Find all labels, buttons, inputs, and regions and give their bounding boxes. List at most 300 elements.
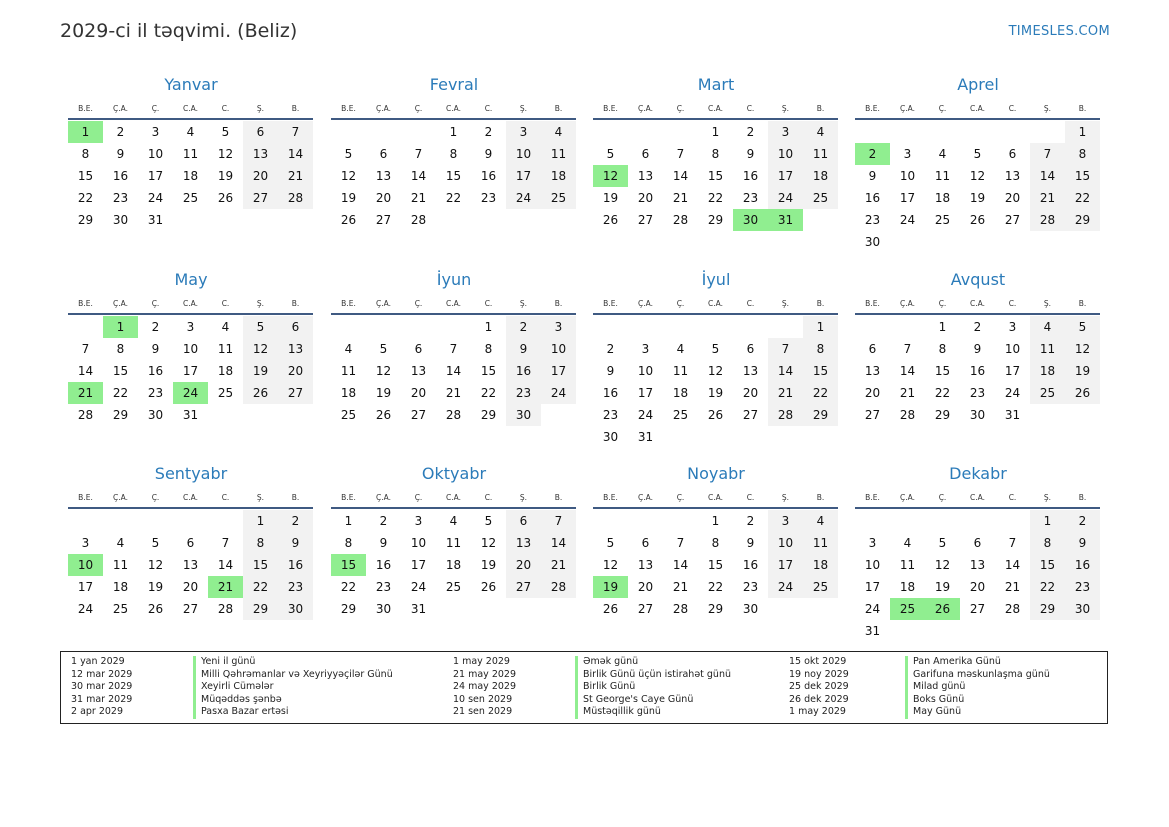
- day-cell[interactable]: 22: [445, 191, 462, 205]
- day-cell[interactable]: 6: [641, 147, 650, 161]
- day-cell[interactable]: 26: [375, 408, 392, 422]
- day-cell[interactable]: 18: [934, 191, 951, 205]
- day-cell[interactable]: 17: [1004, 364, 1021, 378]
- day-cell[interactable]: 19: [340, 191, 357, 205]
- day-cell[interactable]: 8: [803, 338, 838, 360]
- day-cell[interactable]: 21: [541, 554, 576, 576]
- day-cell[interactable]: 3: [414, 514, 423, 528]
- day-cell[interactable]: 26: [602, 602, 619, 616]
- day-cell[interactable]: 20: [637, 580, 654, 594]
- day-cell[interactable]: 14: [1030, 165, 1065, 187]
- day-cell[interactable]: 23: [112, 191, 129, 205]
- day-cell[interactable]: 1: [243, 510, 278, 532]
- day-cell[interactable]: 7: [1030, 143, 1065, 165]
- day-cell[interactable]: 7: [1008, 536, 1017, 550]
- day-cell[interactable]: 3: [151, 125, 160, 139]
- day-cell[interactable]: 7: [278, 121, 313, 143]
- day-cell[interactable]: 16: [864, 191, 881, 205]
- day-cell[interactable]: 24: [768, 576, 803, 598]
- day-cell[interactable]: 29: [112, 408, 129, 422]
- day-cell[interactable]: 14: [672, 558, 689, 572]
- day-cell[interactable]: 13: [864, 364, 881, 378]
- day-cell[interactable]: 21: [410, 191, 427, 205]
- day-cell[interactable]: 26: [340, 213, 357, 227]
- holiday-day-cell[interactable]: 2: [855, 143, 890, 165]
- day-cell[interactable]: 30: [1065, 598, 1100, 620]
- day-cell[interactable]: 26: [707, 408, 724, 422]
- day-cell[interactable]: 15: [480, 364, 497, 378]
- day-cell[interactable]: 24: [768, 187, 803, 209]
- day-cell[interactable]: 19: [969, 191, 986, 205]
- day-cell[interactable]: 26: [480, 580, 497, 594]
- day-cell[interactable]: 9: [278, 532, 313, 554]
- day-cell[interactable]: 30: [969, 408, 986, 422]
- day-cell[interactable]: 22: [480, 386, 497, 400]
- day-cell[interactable]: 4: [676, 342, 685, 356]
- day-cell[interactable]: 6: [1008, 147, 1017, 161]
- day-cell[interactable]: 30: [742, 602, 759, 616]
- day-cell[interactable]: 5: [344, 147, 353, 161]
- day-cell[interactable]: 22: [707, 580, 724, 594]
- day-cell[interactable]: 25: [182, 191, 199, 205]
- day-cell[interactable]: 10: [864, 558, 881, 572]
- day-cell[interactable]: 8: [449, 147, 458, 161]
- day-cell[interactable]: 20: [506, 554, 541, 576]
- day-cell[interactable]: 18: [340, 386, 357, 400]
- day-cell[interactable]: 12: [340, 169, 357, 183]
- day-cell[interactable]: 13: [243, 143, 278, 165]
- holiday-day-cell[interactable]: 21: [68, 382, 103, 404]
- day-cell[interactable]: 25: [112, 602, 129, 616]
- day-cell[interactable]: 4: [938, 147, 947, 161]
- day-cell[interactable]: 3: [903, 147, 912, 161]
- day-cell[interactable]: 7: [676, 536, 685, 550]
- day-cell[interactable]: 28: [217, 602, 234, 616]
- holiday-day-cell[interactable]: 25: [890, 598, 925, 620]
- day-cell[interactable]: 6: [973, 536, 982, 550]
- day-cell[interactable]: 16: [278, 554, 313, 576]
- day-cell[interactable]: 16: [742, 558, 759, 572]
- day-cell[interactable]: 2: [278, 510, 313, 532]
- day-cell[interactable]: 17: [899, 191, 916, 205]
- day-cell[interactable]: 1: [1065, 121, 1100, 143]
- day-cell[interactable]: 8: [938, 342, 947, 356]
- day-cell[interactable]: 6: [868, 342, 877, 356]
- day-cell[interactable]: 17: [77, 580, 94, 594]
- day-cell[interactable]: 21: [672, 191, 689, 205]
- day-cell[interactable]: 3: [1008, 320, 1017, 334]
- day-cell[interactable]: 15: [934, 364, 951, 378]
- day-cell[interactable]: 12: [707, 364, 724, 378]
- day-cell[interactable]: 1: [711, 125, 720, 139]
- day-cell[interactable]: 10: [637, 364, 654, 378]
- day-cell[interactable]: 31: [1004, 408, 1021, 422]
- day-cell[interactable]: 28: [410, 213, 427, 227]
- day-cell[interactable]: 20: [410, 386, 427, 400]
- day-cell[interactable]: 8: [1030, 532, 1065, 554]
- day-cell[interactable]: 6: [506, 510, 541, 532]
- day-cell[interactable]: 21: [768, 382, 803, 404]
- day-cell[interactable]: 5: [151, 536, 160, 550]
- day-cell[interactable]: 2: [746, 125, 755, 139]
- day-cell[interactable]: 31: [637, 430, 654, 444]
- day-cell[interactable]: 8: [81, 147, 90, 161]
- holiday-day-cell[interactable]: 31: [768, 209, 803, 231]
- day-cell[interactable]: 18: [112, 580, 129, 594]
- day-cell[interactable]: 3: [506, 121, 541, 143]
- day-cell[interactable]: 4: [344, 342, 353, 356]
- day-cell[interactable]: 13: [742, 364, 759, 378]
- day-cell[interactable]: 24: [506, 187, 541, 209]
- day-cell[interactable]: 10: [506, 143, 541, 165]
- holiday-day-cell[interactable]: 1: [68, 121, 103, 143]
- day-cell[interactable]: 7: [676, 147, 685, 161]
- day-cell[interactable]: 22: [112, 386, 129, 400]
- day-cell[interactable]: 19: [243, 360, 278, 382]
- day-cell[interactable]: 5: [711, 342, 720, 356]
- day-cell[interactable]: 6: [186, 536, 195, 550]
- day-cell[interactable]: 20: [375, 191, 392, 205]
- day-cell[interactable]: 26: [243, 382, 278, 404]
- day-cell[interactable]: 26: [602, 213, 619, 227]
- day-cell[interactable]: 24: [541, 382, 576, 404]
- day-cell[interactable]: 31: [410, 602, 427, 616]
- day-cell[interactable]: 23: [742, 580, 759, 594]
- day-cell[interactable]: 5: [221, 125, 230, 139]
- day-cell[interactable]: 15: [1065, 165, 1100, 187]
- day-cell[interactable]: 18: [445, 558, 462, 572]
- day-cell[interactable]: 31: [864, 624, 881, 638]
- day-cell[interactable]: 26: [217, 191, 234, 205]
- day-cell[interactable]: 30: [278, 598, 313, 620]
- day-cell[interactable]: 4: [803, 121, 838, 143]
- day-cell[interactable]: 21: [672, 580, 689, 594]
- day-cell[interactable]: 6: [641, 536, 650, 550]
- day-cell[interactable]: 16: [375, 558, 392, 572]
- day-cell[interactable]: 2: [746, 514, 755, 528]
- day-cell[interactable]: 18: [217, 364, 234, 378]
- day-cell[interactable]: 19: [480, 558, 497, 572]
- brand-link[interactable]: TIMESLES.COM: [1008, 24, 1110, 39]
- day-cell[interactable]: 23: [602, 408, 619, 422]
- day-cell[interactable]: 21: [1004, 580, 1021, 594]
- day-cell[interactable]: 6: [278, 316, 313, 338]
- day-cell[interactable]: 1: [1030, 510, 1065, 532]
- day-cell[interactable]: 13: [375, 169, 392, 183]
- day-cell[interactable]: 19: [707, 386, 724, 400]
- day-cell[interactable]: 29: [1030, 598, 1065, 620]
- day-cell[interactable]: 9: [606, 364, 615, 378]
- day-cell[interactable]: 19: [602, 191, 619, 205]
- day-cell[interactable]: 8: [243, 532, 278, 554]
- day-cell[interactable]: 28: [1030, 209, 1065, 231]
- day-cell[interactable]: 28: [1004, 602, 1021, 616]
- day-cell[interactable]: 30: [375, 602, 392, 616]
- day-cell[interactable]: 16: [480, 169, 497, 183]
- day-cell[interactable]: 11: [112, 558, 129, 572]
- day-cell[interactable]: 23: [1065, 576, 1100, 598]
- day-cell[interactable]: 30: [112, 213, 129, 227]
- day-cell[interactable]: 17: [768, 165, 803, 187]
- day-cell[interactable]: 8: [711, 536, 720, 550]
- day-cell[interactable]: 9: [151, 342, 160, 356]
- day-cell[interactable]: 12: [243, 338, 278, 360]
- day-cell[interactable]: 9: [379, 536, 388, 550]
- day-cell[interactable]: 2: [973, 320, 982, 334]
- day-cell[interactable]: 11: [899, 558, 916, 572]
- day-cell[interactable]: 17: [637, 386, 654, 400]
- day-cell[interactable]: 22: [1030, 576, 1065, 598]
- day-cell[interactable]: 10: [147, 147, 164, 161]
- day-cell[interactable]: 1: [938, 320, 947, 334]
- day-cell[interactable]: 27: [864, 408, 881, 422]
- day-cell[interactable]: 11: [803, 143, 838, 165]
- day-cell[interactable]: 14: [899, 364, 916, 378]
- day-cell[interactable]: 4: [186, 125, 195, 139]
- day-cell[interactable]: 9: [484, 147, 493, 161]
- day-cell[interactable]: 15: [1030, 554, 1065, 576]
- day-cell[interactable]: 23: [506, 382, 541, 404]
- day-cell[interactable]: 22: [243, 576, 278, 598]
- day-cell[interactable]: 27: [243, 187, 278, 209]
- day-cell[interactable]: 26: [969, 213, 986, 227]
- day-cell[interactable]: 29: [803, 404, 838, 426]
- day-cell[interactable]: 14: [1004, 558, 1021, 572]
- day-cell[interactable]: 24: [1004, 386, 1021, 400]
- day-cell[interactable]: 13: [506, 532, 541, 554]
- day-cell[interactable]: 10: [768, 532, 803, 554]
- day-cell[interactable]: 13: [278, 338, 313, 360]
- day-cell[interactable]: 11: [672, 364, 689, 378]
- day-cell[interactable]: 13: [410, 364, 427, 378]
- day-cell[interactable]: 28: [541, 576, 576, 598]
- day-cell[interactable]: 22: [934, 386, 951, 400]
- day-cell[interactable]: 2: [506, 316, 541, 338]
- holiday-day-cell[interactable]: 1: [103, 316, 138, 338]
- day-cell[interactable]: 1: [803, 316, 838, 338]
- day-cell[interactable]: 20: [1004, 191, 1021, 205]
- day-cell[interactable]: 5: [606, 536, 615, 550]
- day-cell[interactable]: 6: [746, 342, 755, 356]
- day-cell[interactable]: 12: [969, 169, 986, 183]
- day-cell[interactable]: 24: [147, 191, 164, 205]
- day-cell[interactable]: 28: [672, 213, 689, 227]
- holiday-day-cell[interactable]: 12: [593, 165, 628, 187]
- day-cell[interactable]: 29: [707, 602, 724, 616]
- day-cell[interactable]: 5: [938, 536, 947, 550]
- day-cell[interactable]: 28: [278, 187, 313, 209]
- day-cell[interactable]: 20: [637, 191, 654, 205]
- day-cell[interactable]: 1: [711, 514, 720, 528]
- day-cell[interactable]: 11: [803, 532, 838, 554]
- holiday-day-cell[interactable]: 24: [173, 382, 208, 404]
- day-cell[interactable]: 6: [379, 147, 388, 161]
- day-cell[interactable]: 15: [243, 554, 278, 576]
- day-cell[interactable]: 31: [182, 408, 199, 422]
- day-cell[interactable]: 30: [602, 430, 619, 444]
- day-cell[interactable]: 2: [379, 514, 388, 528]
- day-cell[interactable]: 14: [768, 360, 803, 382]
- day-cell[interactable]: 13: [637, 169, 654, 183]
- day-cell[interactable]: 12: [217, 147, 234, 161]
- day-cell[interactable]: 3: [81, 536, 90, 550]
- day-cell[interactable]: 17: [182, 364, 199, 378]
- day-cell[interactable]: 29: [480, 408, 497, 422]
- day-cell[interactable]: 31: [147, 213, 164, 227]
- day-cell[interactable]: 23: [742, 191, 759, 205]
- day-cell[interactable]: 5: [484, 514, 493, 528]
- day-cell[interactable]: 15: [77, 169, 94, 183]
- day-cell[interactable]: 23: [375, 580, 392, 594]
- day-cell[interactable]: 30: [147, 408, 164, 422]
- day-cell[interactable]: 22: [77, 191, 94, 205]
- day-cell[interactable]: 8: [116, 342, 125, 356]
- day-cell[interactable]: 7: [449, 342, 458, 356]
- day-cell[interactable]: 21: [445, 386, 462, 400]
- day-cell[interactable]: 18: [803, 554, 838, 576]
- day-cell[interactable]: 12: [934, 558, 951, 572]
- day-cell[interactable]: 13: [969, 558, 986, 572]
- day-cell[interactable]: 17: [410, 558, 427, 572]
- day-cell[interactable]: 5: [606, 147, 615, 161]
- day-cell[interactable]: 27: [506, 576, 541, 598]
- day-cell[interactable]: 20: [243, 165, 278, 187]
- day-cell[interactable]: 8: [1065, 143, 1100, 165]
- day-cell[interactable]: 12: [375, 364, 392, 378]
- day-cell[interactable]: 14: [410, 169, 427, 183]
- day-cell[interactable]: 29: [1065, 209, 1100, 231]
- day-cell[interactable]: 25: [803, 187, 838, 209]
- day-cell[interactable]: 23: [864, 213, 881, 227]
- day-cell[interactable]: 28: [672, 602, 689, 616]
- day-cell[interactable]: 29: [340, 602, 357, 616]
- day-cell[interactable]: 14: [217, 558, 234, 572]
- day-cell[interactable]: 2: [606, 342, 615, 356]
- day-cell[interactable]: 23: [278, 576, 313, 598]
- day-cell[interactable]: 9: [116, 147, 125, 161]
- day-cell[interactable]: 10: [541, 338, 576, 360]
- day-cell[interactable]: 9: [506, 338, 541, 360]
- day-cell[interactable]: 27: [637, 602, 654, 616]
- day-cell[interactable]: 29: [77, 213, 94, 227]
- day-cell[interactable]: 12: [147, 558, 164, 572]
- day-cell[interactable]: 14: [278, 143, 313, 165]
- day-cell[interactable]: 15: [112, 364, 129, 378]
- day-cell[interactable]: 5: [973, 147, 982, 161]
- day-cell[interactable]: 4: [449, 514, 458, 528]
- day-cell[interactable]: 30: [506, 404, 541, 426]
- day-cell[interactable]: 24: [637, 408, 654, 422]
- day-cell[interactable]: 14: [77, 364, 94, 378]
- holiday-day-cell[interactable]: 26: [925, 598, 960, 620]
- day-cell[interactable]: 4: [1030, 316, 1065, 338]
- day-cell[interactable]: 27: [182, 602, 199, 616]
- day-cell[interactable]: 25: [803, 576, 838, 598]
- day-cell[interactable]: 3: [768, 121, 803, 143]
- day-cell[interactable]: 25: [217, 386, 234, 400]
- day-cell[interactable]: 12: [480, 536, 497, 550]
- day-cell[interactable]: 24: [77, 602, 94, 616]
- holiday-day-cell[interactable]: 21: [208, 576, 243, 598]
- day-cell[interactable]: 23: [480, 191, 497, 205]
- day-cell[interactable]: 28: [768, 404, 803, 426]
- day-cell[interactable]: 27: [1004, 213, 1021, 227]
- day-cell[interactable]: 28: [899, 408, 916, 422]
- day-cell[interactable]: 10: [182, 342, 199, 356]
- day-cell[interactable]: 27: [969, 602, 986, 616]
- day-cell[interactable]: 14: [541, 532, 576, 554]
- day-cell[interactable]: 19: [147, 580, 164, 594]
- holiday-day-cell[interactable]: 10: [68, 554, 103, 576]
- day-cell[interactable]: 28: [445, 408, 462, 422]
- holiday-day-cell[interactable]: 30: [733, 209, 768, 231]
- day-cell[interactable]: 27: [742, 408, 759, 422]
- day-cell[interactable]: 3: [768, 510, 803, 532]
- day-cell[interactable]: 18: [672, 386, 689, 400]
- day-cell[interactable]: 11: [934, 169, 951, 183]
- day-cell[interactable]: 5: [243, 316, 278, 338]
- day-cell[interactable]: 10: [410, 536, 427, 550]
- day-cell[interactable]: 17: [541, 360, 576, 382]
- day-cell[interactable]: 8: [484, 342, 493, 356]
- day-cell[interactable]: 17: [147, 169, 164, 183]
- day-cell[interactable]: 20: [864, 386, 881, 400]
- day-cell[interactable]: 4: [541, 121, 576, 143]
- day-cell[interactable]: 25: [1030, 382, 1065, 404]
- day-cell[interactable]: 1: [449, 125, 458, 139]
- day-cell[interactable]: 1: [344, 514, 353, 528]
- day-cell[interactable]: 17: [506, 165, 541, 187]
- holiday-day-cell[interactable]: 15: [331, 554, 366, 576]
- day-cell[interactable]: 27: [410, 408, 427, 422]
- day-cell[interactable]: 11: [217, 342, 234, 356]
- day-cell[interactable]: 3: [641, 342, 650, 356]
- day-cell[interactable]: 10: [768, 143, 803, 165]
- day-cell[interactable]: 19: [217, 169, 234, 183]
- day-cell[interactable]: 25: [541, 187, 576, 209]
- day-cell[interactable]: 9: [973, 342, 982, 356]
- day-cell[interactable]: 26: [147, 602, 164, 616]
- day-cell[interactable]: 25: [934, 213, 951, 227]
- day-cell[interactable]: 29: [243, 598, 278, 620]
- day-cell[interactable]: 4: [221, 320, 230, 334]
- day-cell[interactable]: 25: [340, 408, 357, 422]
- day-cell[interactable]: 9: [868, 169, 877, 183]
- day-cell[interactable]: 16: [742, 169, 759, 183]
- day-cell[interactable]: 7: [221, 536, 230, 550]
- day-cell[interactable]: 5: [1065, 316, 1100, 338]
- day-cell[interactable]: 24: [899, 213, 916, 227]
- day-cell[interactable]: 21: [899, 386, 916, 400]
- day-cell[interactable]: 20: [182, 580, 199, 594]
- day-cell[interactable]: 1: [484, 320, 493, 334]
- day-cell[interactable]: 13: [182, 558, 199, 572]
- day-cell[interactable]: 9: [746, 536, 755, 550]
- day-cell[interactable]: 20: [969, 580, 986, 594]
- day-cell[interactable]: 2: [151, 320, 160, 334]
- day-cell[interactable]: 4: [803, 510, 838, 532]
- day-cell[interactable]: 23: [147, 386, 164, 400]
- day-cell[interactable]: 6: [243, 121, 278, 143]
- day-cell[interactable]: 11: [340, 364, 357, 378]
- day-cell[interactable]: 13: [637, 558, 654, 572]
- day-cell[interactable]: 9: [746, 147, 755, 161]
- day-cell[interactable]: 16: [1065, 554, 1100, 576]
- day-cell[interactable]: 25: [672, 408, 689, 422]
- day-cell[interactable]: 15: [445, 169, 462, 183]
- day-cell[interactable]: 16: [147, 364, 164, 378]
- day-cell[interactable]: 28: [77, 408, 94, 422]
